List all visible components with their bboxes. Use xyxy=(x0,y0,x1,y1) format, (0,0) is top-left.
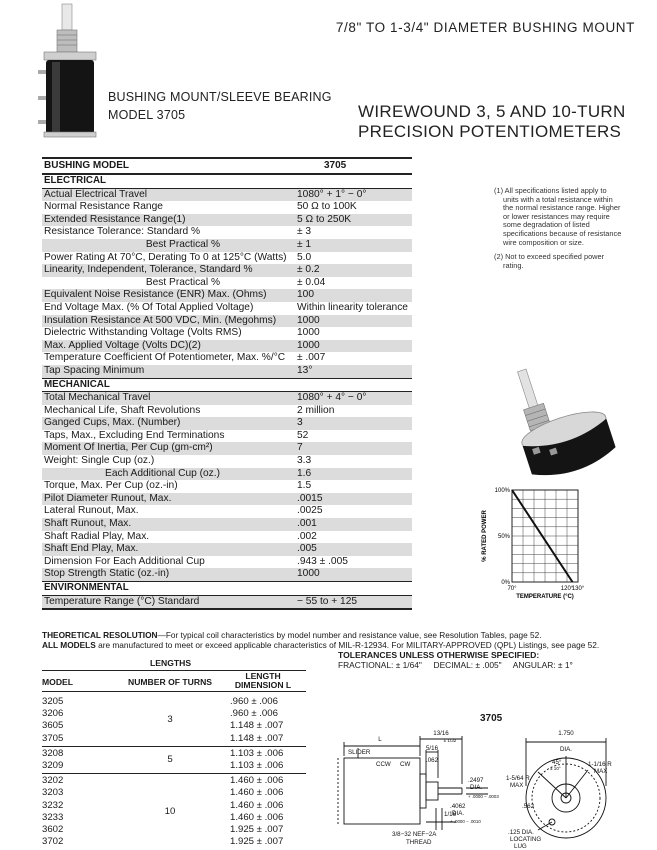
dim-062: .062 xyxy=(425,757,439,764)
y-tick-label: 0% xyxy=(501,580,510,586)
dim-116: 1/16 xyxy=(444,811,457,818)
spec-value: − 55 to + 125 xyxy=(297,595,358,607)
section-label: ELECTRICAL xyxy=(44,175,107,186)
model-number: 3232 xyxy=(42,799,64,811)
length-value: 1.148 ± .007 xyxy=(230,732,284,744)
spec-label: Lateral Runout, Max. xyxy=(44,505,139,517)
allmodels-bold: ALL MODELS xyxy=(42,640,96,650)
footnote-1: (1) All specifications listed apply to units with a total resistance within the normal resistance range. Higher or lower resistances may require some degradation of listed specifications because of resistance wire composition or size. xyxy=(494,186,622,247)
spec-label: Power Rating At 70°C, Derating To 0 at 125°C (Watts) xyxy=(44,251,287,263)
spec-row xyxy=(42,189,412,202)
spec-table xyxy=(42,157,412,610)
lengths-title: LENGTHS xyxy=(150,658,192,668)
spec-row xyxy=(42,392,412,405)
length-value: 1.460 ± .006 xyxy=(230,799,284,811)
spec-value: 3.3 xyxy=(297,455,312,467)
spec-value: .0015 xyxy=(297,492,323,504)
spec-value: 5 Ω to 250K xyxy=(297,213,352,225)
dim-4062-tol: + .0000 − .0010 xyxy=(450,819,481,824)
spec-label: Dimension For Each Additional Cup xyxy=(44,555,205,567)
theoretical-resolution-line xyxy=(42,630,642,640)
length-value: 1.925 ± .007 xyxy=(230,824,284,835)
table-row xyxy=(42,787,306,799)
spec-label: Shaft Radial Play, Max. xyxy=(44,530,150,542)
section-environmental xyxy=(42,581,412,596)
spec-label: Extended Resistance Range(1) xyxy=(44,213,186,225)
spec-row xyxy=(42,568,412,581)
spec-value: 1000 xyxy=(297,314,320,326)
length-value: 1.148 ± .007 xyxy=(230,720,284,732)
section-label: MECHANICAL xyxy=(44,378,110,390)
footer-text xyxy=(42,630,642,650)
spec-row xyxy=(42,214,412,227)
dim-dia-2: DIA. xyxy=(452,810,465,817)
spec-row xyxy=(42,226,412,239)
spec-value: 13° xyxy=(297,364,313,376)
model-number: 3208 xyxy=(42,747,64,759)
spec-value: .005 xyxy=(297,543,317,555)
spec-label: Stop Strength Static (oz.-in) xyxy=(44,568,170,580)
spec-label: Total Mechanical Travel xyxy=(44,392,151,404)
group-divider xyxy=(42,773,306,774)
spec-value: 100 xyxy=(297,289,314,301)
spec-label: Resistance Tolerance: Standard % xyxy=(44,226,201,238)
spec-value: ± 3 xyxy=(297,226,312,238)
electrical-rows xyxy=(42,189,412,378)
spec-row xyxy=(42,405,412,418)
spec-label: Linearity, Independent, Tolerance, Standard % xyxy=(44,264,253,276)
spec-row xyxy=(42,264,412,277)
spec-value: 1080° + 4° − 0° xyxy=(297,392,367,404)
spec-label: Dielectric Withstanding Voltage (Volts RMS) xyxy=(44,327,242,339)
turns-value: 10 xyxy=(164,805,176,817)
chart-x-label: TEMPERATURE (°C) xyxy=(516,594,574,600)
label-cw: CW xyxy=(400,761,411,768)
spec-row xyxy=(42,556,412,569)
label-ccw: CCW xyxy=(376,761,391,768)
dim-516: 5/16 xyxy=(425,745,439,752)
spec-label: Best Practical % xyxy=(145,238,220,250)
spec-value: 1.5 xyxy=(297,480,312,492)
spec-value: ± 0.2 xyxy=(297,264,320,276)
spec-label: Insulation Resistance At 500 VDC, Min. (Megohms) xyxy=(44,314,277,326)
spec-value: ± 1 xyxy=(297,238,312,250)
spec-row xyxy=(42,518,412,531)
thread-spec: 3/8−32 NEF−2A xyxy=(392,831,437,838)
model-number: 3206 xyxy=(42,708,64,720)
spec-row xyxy=(42,455,412,468)
dim-1750: 1.750 xyxy=(558,730,574,737)
spec-header-row xyxy=(42,159,412,174)
model-number: 3203 xyxy=(42,787,64,799)
table-row xyxy=(42,824,306,836)
derating-chart xyxy=(456,480,646,604)
allmodels-text: are manufactured to meet or exceed applicable characteristics of MIL-R-12934. For MILITARY-APPROVED (QPL) Listings, see page 52. xyxy=(95,640,600,650)
spec-row xyxy=(42,505,412,518)
length-value: .960 ± .006 xyxy=(230,696,278,707)
spec-label: Shaft End Play, Max. xyxy=(44,543,139,555)
col-model: MODEL xyxy=(42,677,74,687)
x-tick-label: 120° xyxy=(560,586,574,592)
spec-row xyxy=(42,352,412,365)
dim-562: .562 xyxy=(522,803,535,810)
tolerances-values: FRACTIONAL: ± 1/64" DECIMAL: ± .005" ANGULAR: ± 1° xyxy=(338,660,573,670)
spec-label: Pilot Diameter Runout, Max. xyxy=(44,492,172,504)
model-number: 3209 xyxy=(42,760,64,771)
table-row xyxy=(42,836,306,848)
length-value: 1.925 ± .007 xyxy=(230,836,284,848)
spec-row xyxy=(42,468,412,481)
col-length-1: LENGTH xyxy=(245,671,281,681)
title-line2: PRECISION POTENTIOMETERS xyxy=(358,122,622,141)
dim-1316-tol: ± 1/32 xyxy=(443,738,457,743)
spec-label: Each Additional Cup (oz.) xyxy=(105,467,220,479)
spec-row xyxy=(42,201,412,214)
subtitle-line1: BUSHING MOUNT/SLEEVE BEARING xyxy=(108,90,332,104)
dim-r1116: 1-1/16 R xyxy=(588,761,612,768)
dim-1316: 13/16 xyxy=(433,730,449,737)
section-electrical xyxy=(42,174,412,189)
theoretical-text: —For typical coil characteristics by model number and resistance value, see Resolution Tables, page 52. xyxy=(157,630,542,640)
spec-value: 52 xyxy=(297,429,309,441)
length-value: .960 ± .006 xyxy=(230,708,278,720)
dim-r1564: 1-5/64 R xyxy=(506,775,530,782)
col-turns: NUMBER OF TURNS xyxy=(127,677,213,687)
spec-row xyxy=(42,480,412,493)
spec-value: 5.0 xyxy=(297,251,312,263)
spec-value: 50 Ω to 100K xyxy=(297,201,357,213)
spec-value: 7 xyxy=(297,442,303,454)
label-lug: LUG xyxy=(514,843,527,848)
potentiometer-photo-2 xyxy=(494,358,632,476)
spec-label: Weight: Single Cup (oz.) xyxy=(44,455,155,467)
spec-label: Mechanical Life, Shaft Revolutions xyxy=(44,404,201,416)
front-view xyxy=(526,738,606,838)
dim-4062: .4062 xyxy=(450,803,466,810)
model-number: 3702 xyxy=(42,836,64,848)
table-row xyxy=(42,733,306,745)
spec-value: 1000 xyxy=(297,327,320,339)
spec-value: ± .007 xyxy=(297,352,326,364)
spec-row xyxy=(42,365,412,378)
spec-label: Temperature Range (°C) Standard xyxy=(44,595,200,607)
y-tick-label: 50% xyxy=(497,534,510,540)
spec-value: .002 xyxy=(297,530,317,542)
spec-value: .943 ± .005 xyxy=(297,555,348,567)
page-header: 7/8" TO 1-3/4" DIAMETER BUSHING MOUNT xyxy=(335,20,635,35)
environmental-rows xyxy=(42,596,412,611)
thread-label: THREAD xyxy=(406,839,432,846)
spec-row xyxy=(42,493,412,506)
spec-row xyxy=(42,543,412,556)
spec-label: Best Practical % xyxy=(145,276,220,288)
spec-row xyxy=(42,302,412,315)
subtitle-line2: MODEL 3705 xyxy=(108,108,186,122)
model-number: 3705 xyxy=(42,732,64,744)
dim-angle-tol: ± 10° xyxy=(550,766,561,771)
spec-value: 3 xyxy=(297,417,303,429)
model-number: 3205 xyxy=(42,696,64,707)
dim-125: .125 DIA. xyxy=(508,829,534,836)
spec-row xyxy=(42,252,412,265)
model-number: 3233 xyxy=(42,811,64,823)
spec-label: End Voltage Max. (% Of Total Applied Voltage) xyxy=(44,301,254,313)
label-locating: LOCATING xyxy=(510,836,542,843)
spec-value: .001 xyxy=(297,518,317,530)
section-label: ENVIRONMENTAL xyxy=(44,582,129,593)
title-line1: WIREWOUND 3, 5 AND 10-TURN xyxy=(358,102,626,121)
spec-label: Taps, Max., Excluding End Terminations xyxy=(44,429,225,441)
spec-label: Temperature Coefficient Of Potentiometer, Max. %/°C xyxy=(44,352,286,364)
theoretical-bold: THEORETICAL RESOLUTION xyxy=(42,630,158,640)
spec-value: 1080° + 1° − 0° xyxy=(297,188,367,200)
dim-angle-45: 45° xyxy=(552,759,562,766)
spec-row xyxy=(42,340,412,353)
spec-row xyxy=(42,442,412,455)
footnotes xyxy=(494,187,622,276)
spec-row xyxy=(42,277,412,290)
length-value: 1.103 ± .006 xyxy=(230,760,284,771)
dim-2497: .2497 xyxy=(468,777,484,784)
dim-dia-3: DIA. xyxy=(559,746,573,753)
dim-dia-1: DIA. xyxy=(470,784,483,791)
spec-row xyxy=(42,289,412,302)
spec-row xyxy=(42,596,412,611)
spec-row xyxy=(42,430,412,443)
spec-label: Tap Spacing Minimum xyxy=(44,364,145,376)
model-number: 3202 xyxy=(42,775,64,787)
turns-value: 5 xyxy=(167,753,173,765)
tolerances-title: TOLERANCES UNLESS OTHERWISE SPECIFIED: xyxy=(338,650,540,660)
chart-y-label: % RATED POWER xyxy=(482,510,488,562)
spec-value: .0025 xyxy=(297,505,323,517)
footnote-2: (2) Not to exceed specified power rating. xyxy=(494,252,605,270)
spec-label: Shaft Runout, Max. xyxy=(44,518,132,530)
table-row xyxy=(42,696,306,708)
spec-label: Normal Resistance Range xyxy=(44,201,163,213)
spec-label: Ganged Cups, Max. (Number) xyxy=(44,417,181,429)
y-tick-label: 100% xyxy=(494,488,510,494)
drawing-model-label: 3705 xyxy=(480,713,503,724)
spec-row xyxy=(42,315,412,328)
group-divider xyxy=(42,746,306,747)
spec-value: Within linearity tolerance xyxy=(297,301,408,313)
col-length-2: DIMENSION L xyxy=(234,680,292,690)
x-tick-label: 130° xyxy=(571,586,585,592)
dim-r1564-max: MAX xyxy=(510,782,524,789)
lengths-rule-head xyxy=(42,691,306,692)
spec-label: Equivalent Noise Resistance (ENR) Max. (Ohms) xyxy=(44,289,267,301)
spec-label: Moment Of Inertia, Per Cup (gm-cm²) xyxy=(44,442,213,454)
label-slider: SLIDER xyxy=(348,749,371,756)
length-value: 1.103 ± .006 xyxy=(230,747,284,759)
mechanical-rows xyxy=(42,392,412,581)
spec-value: 1000 xyxy=(297,568,320,580)
dim-2497-tol: + .0000 − .0003 xyxy=(468,794,499,799)
all-models-line xyxy=(42,640,642,650)
spec-value: 2 million xyxy=(297,404,335,416)
spec-label: Actual Electrical Travel xyxy=(44,188,148,200)
spec-row xyxy=(42,531,412,544)
section-mechanical xyxy=(42,378,412,393)
model-number: 3605 xyxy=(42,720,64,732)
lengths-table xyxy=(42,656,306,846)
spec-header-label: BUSHING MODEL xyxy=(44,160,129,171)
dim-r1116-max: MAX xyxy=(594,768,608,775)
spec-row xyxy=(42,417,412,430)
length-value: 1.460 ± .006 xyxy=(230,775,284,787)
length-value: 1.460 ± .006 xyxy=(230,787,284,799)
spec-row xyxy=(42,327,412,340)
spec-value: ± 0.04 xyxy=(297,276,326,288)
model-number: 3602 xyxy=(42,824,64,835)
dimension-drawing xyxy=(326,726,646,848)
dim-l: L xyxy=(378,736,382,743)
spec-value: 1.6 xyxy=(297,467,312,479)
spec-label: Torque, Max. Per Cup (oz.-in) xyxy=(44,480,178,492)
turns-value: 3 xyxy=(167,714,173,726)
potentiometer-photo xyxy=(32,0,108,142)
spec-header-value: 3705 xyxy=(324,160,347,171)
spec-label: Max. Applied Voltage (Volts DC)(2) xyxy=(44,339,201,351)
spec-row xyxy=(42,239,412,252)
x-tick-label: 70° xyxy=(507,586,517,592)
chart-ticks xyxy=(495,488,585,592)
table-row xyxy=(42,775,306,787)
spec-value: 1000 xyxy=(297,339,320,351)
length-value: 1.460 ± .006 xyxy=(230,811,284,823)
